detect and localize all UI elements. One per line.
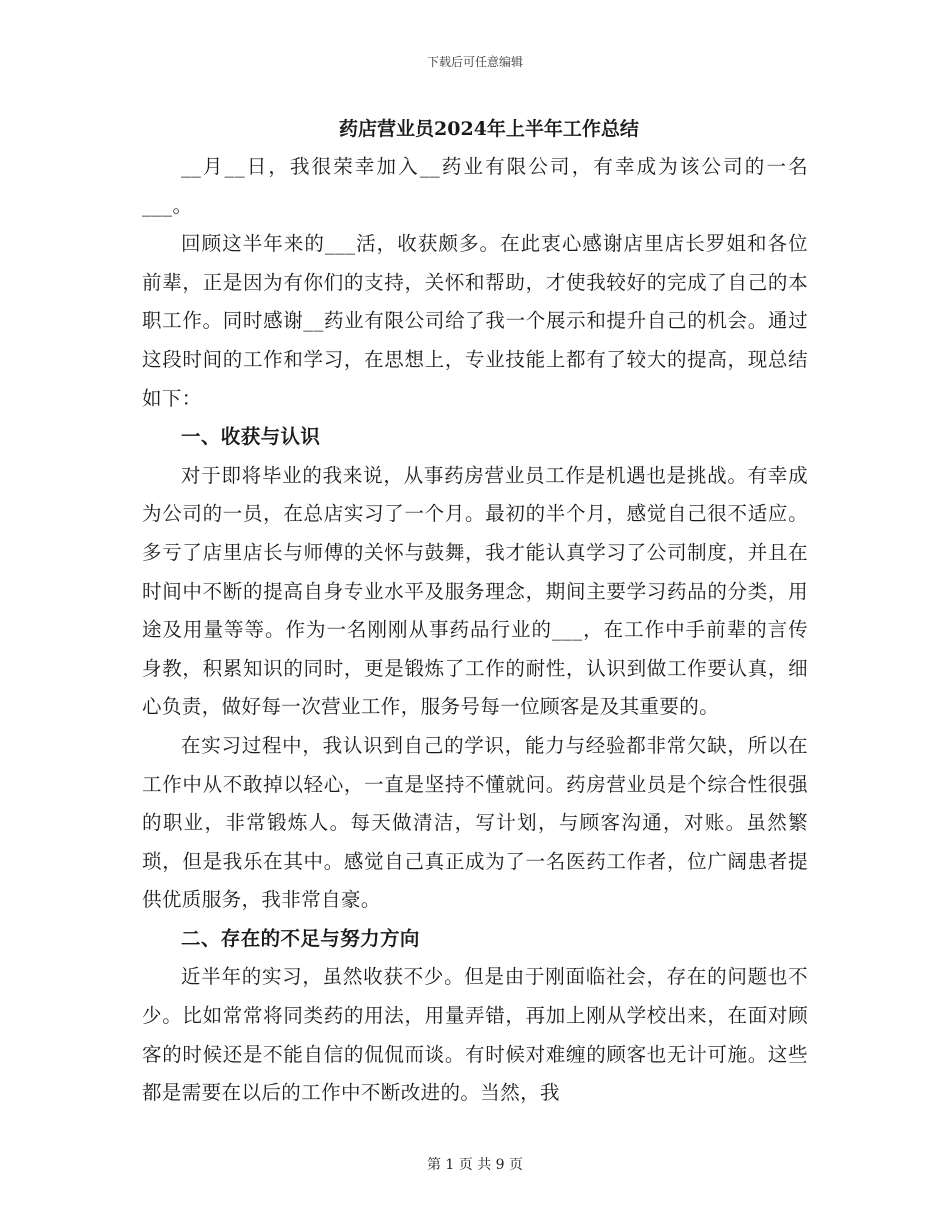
section-heading-gains: 一、收获与认识 [181,425,321,449]
paragraph-intro: __月__日，我很荣幸加入__药业有限公司，有幸成为该公司的一名___。 [142,155,808,217]
page-header: 下载后可任意编辑 [426,55,523,69]
document-body [142,110,808,1113]
paragraph-gains-2: 在实习过程中，我认识到自己的学识，能力与经验都非常欠缺，所以在工作中从不敢掉以轻心，一直是坚持不懂就问。药房营业员是个综合性很强的职业，非常锻炼人。每天做清洁，写计划，与顾客沟通，对账。虽然繁琐，但是我乐在其中。感觉自己真正成为了一名医药工作者，位广阔患者提供优质服务，我非常自豪。 [142,733,808,912]
page-footer-page-number: 第 1 页 共 9 页 [426,1157,524,1173]
section-heading-shortcomings: 二、存在的不足与努力方向 [181,926,420,950]
paragraph-gains-1: 对于即将毕业的我来说，从事药房营业员工作是机遇也是挑战。有幸成为公司的一员，在总店实习了一个月。最初的半个月，感觉自己很不适应。多亏了店里店长与师傅的关怀与鼓舞，我才能认真学习了公司制度，并且在时间中不断的提高自身专业水平及服务理念，期间主要学习药品的分类，用途及用量等等。作为一名刚刚从事药品行业的___，在工作中手前辈的言传身教，积累知识的同时，更是锻炼了工作的耐性，认识到做工作要认真，细心负责，做好每一次营业工作，服务号每一位顾客是及其重要的。 [142,463,808,719]
document-title: 药店营业员2024年上半年工作总结 [339,118,639,140]
paragraph-shortcomings: 近半年的实习，虽然收获不少。但是由于刚面临社会，存在的问题也不少。比如常常将同类药的用法，用量弄错，再加上刚从学校出来，在面对顾客的时候还是不能自信的侃侃而谈。有时候对难缠的顾客也无计可施。这些都是需要在以后的工作中不断改进的。当然，我 [142,965,808,1105]
paragraph-review: 回顾这半年来的___活，收获颇多。在此衷心感谢店里店长罗姐和各位前辈，正是因为有你们的支持，关怀和帮助，才使我较好的完成了自己的本职工作。同时感谢__药业有限公司给了我一个展示和提升自己的机会。通过这段时间的工作和学习，在思想上，专业技能上都有了较大的提高，现总结如下： [142,232,808,410]
